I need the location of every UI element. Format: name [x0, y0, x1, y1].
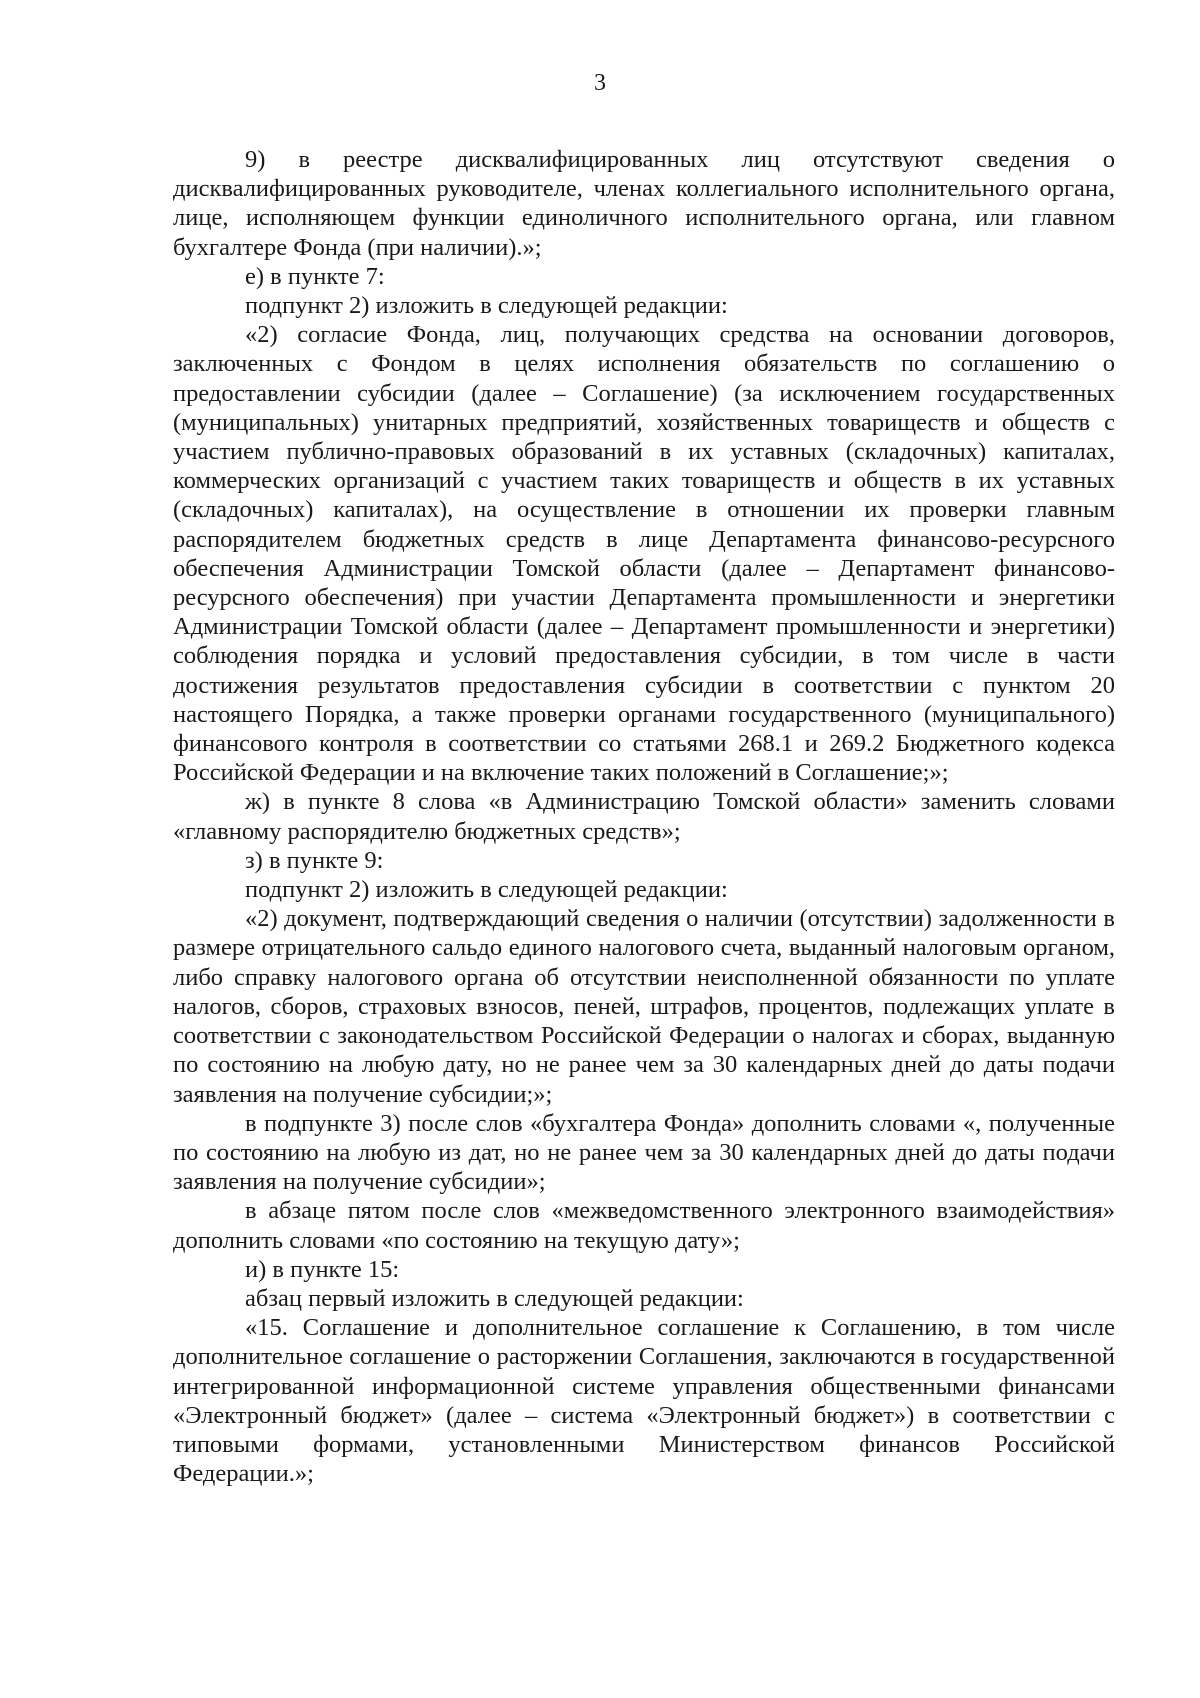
paragraph-subpoint-2-edit-second: подпункт 2) изложить в следующей редакции:: [245, 876, 728, 904]
paragraph-subpoint-3: в подпункте 3) после слов «бухгалтера Фонда» дополнить словами «, полученные по состоянию на любую из дат, но не ранее чем за 30 календарных дней до даты подачи заявления на получение субсидии»;: [173, 1109, 1115, 1196]
page-number: 3: [594, 70, 606, 96]
paragraph-point-8: ж) в пункте 8 слова «в Администрацию Томской области» заменить словами «главному распорядителю бюджетных средств»;: [173, 788, 1115, 845]
paragraph-first-abzac-edit: абзац первый изложить в следующей редакции:: [245, 1284, 744, 1312]
paragraph-point-7: е) в пункте 7:: [245, 262, 385, 290]
paragraph-tax-document: «2) документ, подтверждающий сведения о наличии (отсутствии) задолженности в размере отрицательного сальдо единого налогового счета, выданный налоговым органом, либо справку налогового органа об отсутствии неисполненной обязанности по уплате налогов, сборов, страховых взносов, пеней, штрафов, процентов, подлежащих уплате в соответствии с законодательством Российской Федерации о налогах и сборах, выданную по состоянию на любую дату, но не ранее чем за 30 календарных дней до даты подачи заявления на получение субсидии;»;: [173, 905, 1115, 1108]
paragraph-fifth-abzac: в абзаце пятом после слов «межведомственного электронного взаимодействия» дополнить словами «по состоянию на текущую дату»;: [173, 1197, 1115, 1254]
paragraph-consent-of-fund: «2) согласие Фонда, лиц, получающих средства на основании договоров, заключенных с Фондом в целях исполнения обязательств по соглашению о предоставлении субсидии (далее – Соглашение) (за исключением государственных (муниципальных) унитарных предприятий, хозяйственных товариществ и обществ с участием публично-правовых образований в их уставных (складочных) капиталах, коммерческих организаций с участием таких товариществ и обществ в их уставных (складочных) капиталах), на осуществление в отношении их проверки главным распорядителем бюджетных средств в лице Департамента финансово-ресурсного обеспечения Администрации Томской области (далее – Департамент финансово-ресурсного обеспечения) при участии Департамента промышленности и энергетики Администрации Томской области (далее – Департамент промышленности и энергетики) соблюдения порядка и условий предоставления субсидии, в том числе в части достижения результатов предоставления субсидии в соответствии с пунктом 20 настоящего Порядка, а также проверки органами государственного (муниципального) финансового контроля в соответствии со статьями 268.1 и 269.2 Бюджетного кодекса Российской Федерации и на включение таких положений в Соглашение;»;: [173, 321, 1115, 787]
paragraph-item-9-disqualified-registry: 9) в реестре дисквалифицированных лиц отсутствуют сведения о дисквалифицированных руководителе, членах коллегиального исполнительного органа, лице, исполняющем функции единоличного исполнительного органа, или главном бухгалтере Фонда (при наличии).»;: [173, 146, 1115, 261]
paragraph-point-15: и) в пункте 15:: [245, 1255, 400, 1283]
paragraph-subpoint-2-edit: подпункт 2) изложить в следующей редакции:: [245, 292, 728, 320]
paragraph-point-9: з) в пункте 9:: [245, 846, 384, 874]
document-body: [173, 145, 1115, 1488]
paragraph-agreement-15: «15. Соглашение и дополнительное соглашение к Соглашению, в том числе дополнительное соглашение о расторжении Соглашения, заключаются в государственной интегрированной информационной системе управления общественными финансами «Электронный бюджет» (далее – система «Электронный бюджет») в соответствии с типовыми формами, установленными Министерством финансов Российской Федерации.»;: [173, 1314, 1115, 1488]
